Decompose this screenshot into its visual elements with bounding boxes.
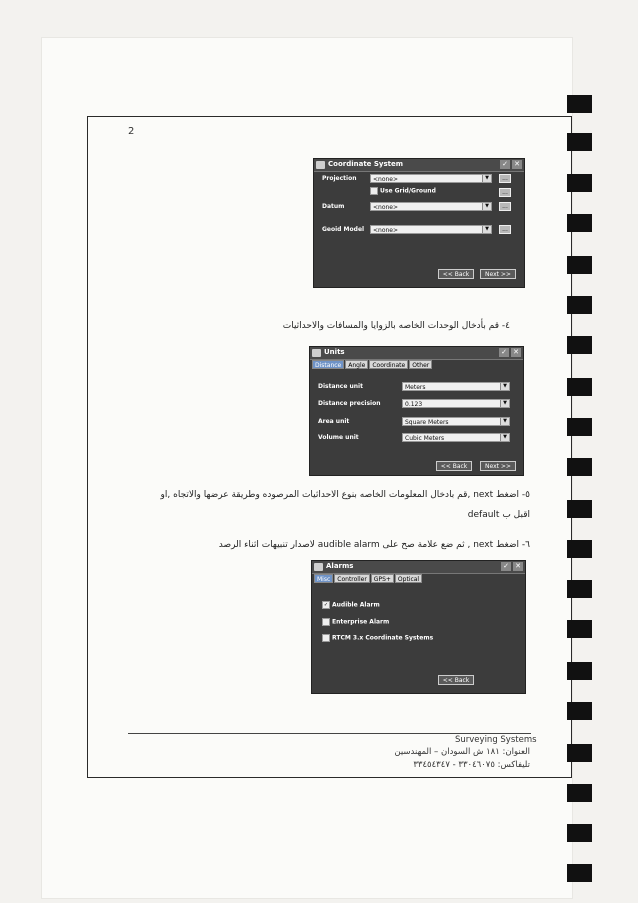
check-icon: ✓ bbox=[323, 602, 329, 608]
step-6-text: ٦- اضغط next , ثم ضع علامة صح على audible alarm لاصدار تنبيهات اثناء الرصد bbox=[218, 540, 530, 550]
checkbox-box bbox=[370, 187, 378, 195]
audible-alarm-label: Audible Alarm bbox=[332, 601, 380, 609]
dialog-title: Units bbox=[324, 348, 345, 356]
projection-select[interactable] bbox=[370, 174, 492, 183]
dialog-title: Coordinate System bbox=[328, 160, 404, 168]
units-dialog bbox=[309, 346, 524, 476]
rtcm-checkbox[interactable] bbox=[322, 634, 433, 642]
tab-coordinate[interactable]: Coordinate bbox=[369, 360, 408, 369]
distance-precision-label: Distance precision bbox=[318, 400, 381, 407]
tab-gps[interactable]: GPS+ bbox=[371, 574, 394, 583]
tab-controller[interactable]: Controller bbox=[334, 574, 370, 583]
chevron-down-icon: ▼ bbox=[500, 400, 509, 407]
datum-value: <none> bbox=[373, 204, 399, 211]
tab-other[interactable]: Other bbox=[409, 360, 432, 369]
ok-check-icon[interactable]: ✓ bbox=[501, 562, 511, 571]
step-5-text-line-1: ٥- اضغط next ,قم بادخال المعلومات الخاصه بنوع الاحداثيات المرصوده وطريقة عرضها والاتجاه ,او bbox=[160, 490, 530, 500]
footer-phone: تليفاكس: ٣٣٠٤٦٠٧٥ - ٣٣٤٥٤٣٤٧ bbox=[413, 760, 530, 770]
close-icon[interactable]: ✕ bbox=[511, 348, 521, 357]
distance-unit-label: Distance unit bbox=[318, 383, 363, 390]
geoid-value: <none> bbox=[373, 227, 399, 234]
binder-tab-strip bbox=[565, 0, 595, 903]
back-button[interactable]: << Back bbox=[436, 461, 472, 471]
step-4-text: ٤- قم بأدخال الوحدات الخاصه بالزوايا والمسافات والاحداثيات bbox=[282, 321, 510, 331]
dialog-titlebar bbox=[314, 159, 524, 172]
units-tab-row bbox=[312, 360, 433, 369]
datum-select[interactable] bbox=[370, 202, 492, 211]
projection-more-button[interactable]: ... bbox=[499, 174, 511, 183]
checkbox-box bbox=[322, 634, 330, 642]
chevron-down-icon: ▼ bbox=[500, 434, 509, 441]
close-icon[interactable]: ✕ bbox=[513, 562, 523, 571]
area-unit-value: Square Meters bbox=[405, 419, 449, 426]
chevron-down-icon: ▼ bbox=[482, 175, 491, 182]
distance-unit-value: Meters bbox=[405, 384, 426, 391]
footer-divider bbox=[128, 733, 531, 734]
close-icon[interactable]: ✕ bbox=[512, 160, 522, 169]
chevron-down-icon: ▼ bbox=[500, 383, 509, 390]
next-button[interactable]: Next >> bbox=[480, 461, 516, 471]
distance-unit-select[interactable] bbox=[402, 382, 510, 391]
geoid-more-button[interactable]: ... bbox=[499, 225, 511, 234]
app-logo-icon bbox=[314, 563, 323, 571]
chevron-down-icon: ▼ bbox=[482, 226, 491, 233]
datum-label: Datum bbox=[322, 203, 345, 210]
checkbox-box bbox=[322, 618, 330, 626]
chevron-down-icon: ▼ bbox=[482, 203, 491, 210]
enterprise-alarm-label: Enterprise Alarm bbox=[332, 618, 390, 626]
volume-unit-label: Volume unit bbox=[318, 434, 359, 441]
back-button[interactable]: << Back bbox=[438, 675, 474, 685]
use-grid-checkbox[interactable] bbox=[370, 187, 436, 195]
rtcm-label: RTCM 3.x Coordinate Systems bbox=[332, 634, 434, 642]
app-logo-icon bbox=[316, 161, 325, 169]
ok-check-icon[interactable]: ✓ bbox=[499, 348, 509, 357]
dialog-title: Alarms bbox=[326, 562, 354, 570]
distance-precision-value: 0.123 bbox=[405, 401, 423, 408]
distance-precision-select[interactable] bbox=[402, 399, 510, 408]
footer-address: العنوان: ١٨١ ش السودان – المهندسين bbox=[394, 747, 530, 757]
chevron-down-icon: ▼ bbox=[500, 418, 509, 425]
geoid-label: Geoid Model bbox=[322, 226, 365, 233]
tab-distance[interactable]: Distance bbox=[312, 360, 344, 369]
tab-misc[interactable]: Misc bbox=[314, 574, 333, 583]
use-grid-label: Use Grid/Ground bbox=[380, 187, 436, 195]
tab-angle[interactable]: Angle bbox=[345, 360, 368, 369]
volume-unit-select[interactable] bbox=[402, 433, 510, 442]
app-logo-icon bbox=[312, 349, 321, 357]
page-number: 2 bbox=[128, 126, 135, 137]
audible-alarm-checkbox[interactable] bbox=[322, 601, 380, 609]
projection-value: <none> bbox=[373, 176, 399, 183]
tab-optical[interactable]: Optical bbox=[395, 574, 422, 583]
dialog-titlebar bbox=[312, 561, 525, 574]
area-unit-select[interactable] bbox=[402, 417, 510, 426]
alarms-dialog bbox=[311, 560, 526, 694]
dialog-titlebar bbox=[310, 347, 523, 360]
enterprise-alarm-checkbox[interactable] bbox=[322, 618, 389, 626]
grid-more-button[interactable]: ... bbox=[499, 188, 511, 197]
back-button[interactable]: << Back bbox=[438, 269, 474, 279]
step-5-text-line-2: اقبل ب default bbox=[467, 510, 530, 520]
projection-label: Projection bbox=[322, 175, 357, 182]
coordinate-system-dialog bbox=[313, 158, 525, 288]
footer-company: Surveying Systems bbox=[455, 735, 537, 745]
alarms-tab-row bbox=[314, 574, 423, 583]
datum-more-button[interactable]: ... bbox=[499, 202, 511, 211]
ok-check-icon[interactable]: ✓ bbox=[500, 160, 510, 169]
area-unit-label: Area unit bbox=[318, 418, 350, 425]
next-button[interactable]: Next >> bbox=[480, 269, 516, 279]
geoid-select[interactable] bbox=[370, 225, 492, 234]
volume-unit-value: Cubic Meters bbox=[405, 435, 445, 442]
